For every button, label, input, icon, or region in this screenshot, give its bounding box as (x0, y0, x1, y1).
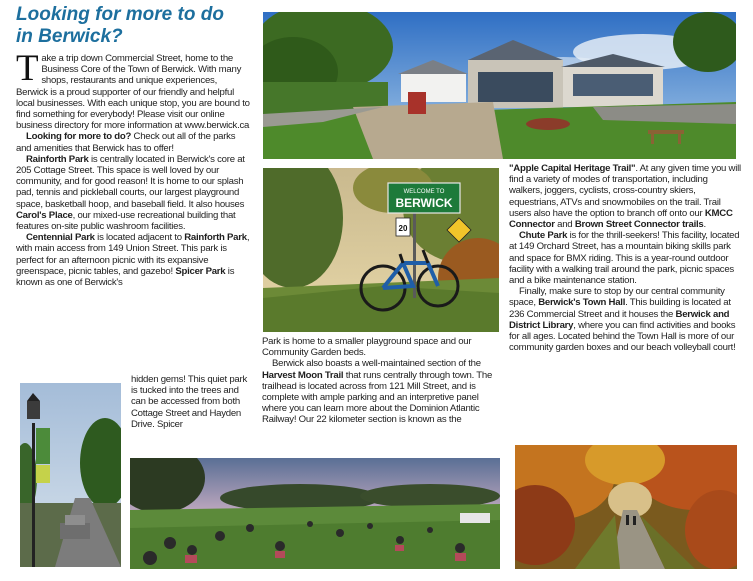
column-2 (262, 336, 498, 426)
article-title (16, 4, 256, 48)
column-1 (16, 48, 251, 289)
welcome-sign-town-text: BERWICK (395, 196, 453, 210)
crowd-field-photo (130, 458, 500, 569)
title-line-2: in Berwick? (16, 26, 123, 47)
autumn-trail-photo (515, 445, 737, 569)
welcome-sign-photo (263, 168, 499, 332)
centennial-paragraph: Centennial Park is located adjacent to Rainforth Park, with main access from 149 Union Street. This park is perfect for an afternoon picnic with its expansive greenspace, picnic tables, and gazebo! Spicer Park is known as one of Berwick's (16, 232, 250, 289)
harvest-moon-paragraph: Berwick also boasts a well-maintained section of the Harvest Moon Trail that runs centrally through town. The trailhead is located across from 121 Mill Street, and is complete with ample parking and an interpretive panel where you can learn more about the Dominion Atlantic Railway! Our 22 kilometer section is known as the (262, 358, 493, 426)
column-1-continued: hidden gems! This quiet park is tucked into the trees and can be accessed from both Cottage Street and Hayden Drive. Spicer (131, 374, 248, 430)
drop-cap: T (16, 48, 39, 89)
town-hall-photo (263, 12, 736, 159)
rainforth-paragraph: Rainforth Park is centrally located in Berwick's core at 205 Cottage Street. This space is well loved by our community, and for good reason! It is home to our splash pad, tennis and pickleball courts, our largest playground space, basketball hoop, and baseball field. It also houses Carol's Place, our mixed-use recreational building that features on-site public washroom facilities. (16, 153, 245, 233)
more-to-do-paragraph: Looking for more to do? Check out all of the parks and amenities that Berwick has to offer! (16, 131, 236, 154)
intro-paragraph: Take a trip down Commercial Street, home to the Business Core of the Town of Berwick. With many shops, restaurants and unique experiences, Berwick is a proud supporter of our friendly and helpful local businesses. With each unique stop, you are bound to find something for everybody! Please visit our online business directory for more information at www.berwick.ca (16, 48, 250, 132)
title-line-1: Looking for more to do (16, 4, 224, 25)
streetlamp-photo (20, 383, 121, 567)
column-3 (509, 163, 741, 353)
trail-paragraph: "Apple Capital Heritage Trail". At any given time you will find a variety of modes of transportation, including walkers, joggers, cyclists, cross-country skiers, equestrians, ATVs and snowmobiles on the trail. Trail users also have the option to branch off onto our KMCC Connector and Brown Street Connector trails. (509, 163, 741, 231)
speed-sign-text: 20 (398, 224, 408, 233)
chute-park-paragraph: Chute Park is for the thrill-seekers! This facility, located at 149 Orchard Street, has a mountain biking skills park and space for BMX riding. This is a year-round outdoor facility with a walking trail around the park, picnic spaces and a bike maintenance station. (509, 230, 740, 287)
town-hall-paragraph: Finally, make sure to stop by our central community space, Berwick's Town Hall. This building is located at 236 Commercial Street and it houses the Berwick and District Library, where you can find activities and books for all ages. Located behind the Town Hall is more of our community garden boxes and our beach volleyball court! (509, 286, 736, 354)
welcome-sign-top-text: WELCOME TO (403, 189, 445, 195)
spicer-continued: Park is home to a smaller playground space and our Community Garden beds. (262, 336, 472, 359)
